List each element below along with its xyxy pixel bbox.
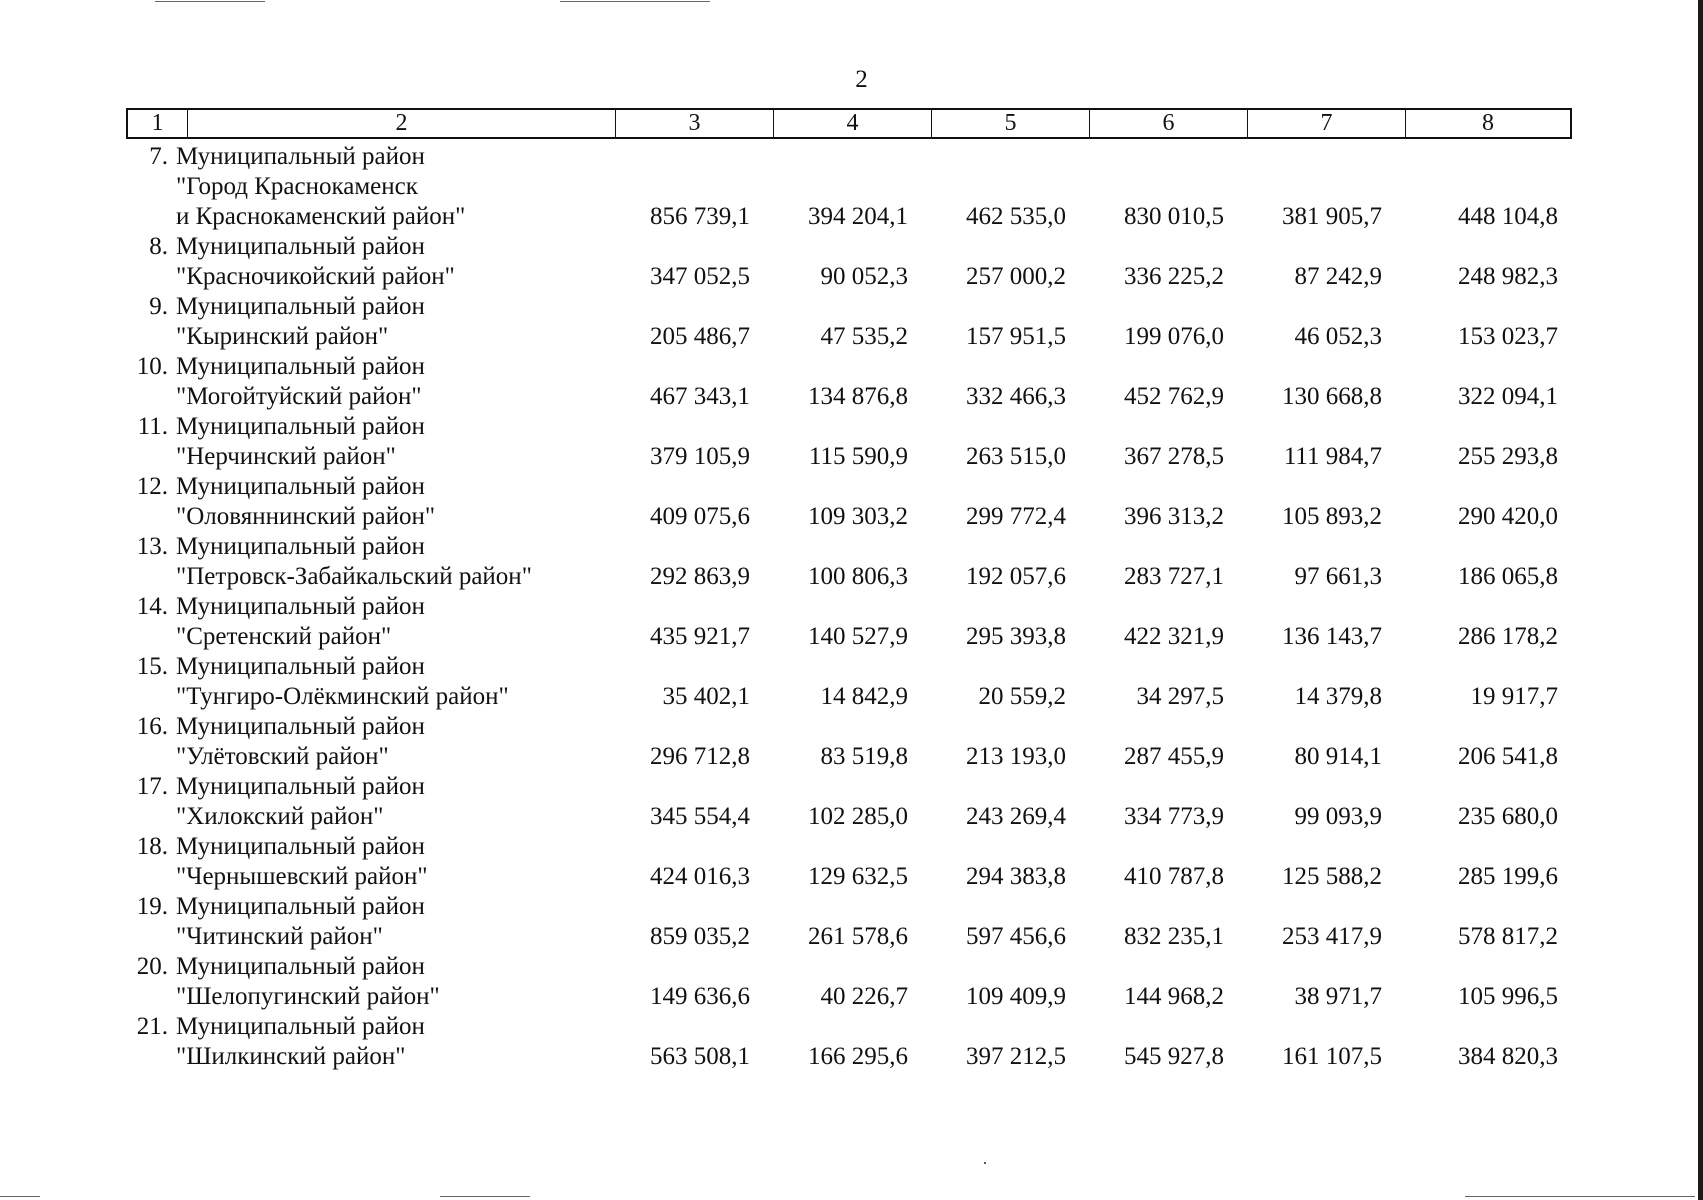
- value-cell-col-4: 129 632,5: [808, 863, 908, 890]
- row-number: 8.: [149, 233, 168, 260]
- district-name-line: Муниципальный район: [176, 143, 425, 170]
- value-cell-col-3: 345 554,4: [650, 803, 750, 830]
- table-row: [126, 892, 1572, 952]
- value-cell-col-8: 448 104,8: [1458, 203, 1558, 230]
- table-row: [126, 952, 1572, 1012]
- value-cell-col-4: 90 052,3: [820, 263, 908, 290]
- district-name: [168, 772, 598, 832]
- value-cell-col-5: 597 456,6: [966, 923, 1066, 950]
- value-cell-col-8: 285 199,6: [1458, 863, 1558, 890]
- table-row: [126, 412, 1572, 472]
- value-cell-col-6: 452 762,9: [1124, 383, 1224, 410]
- row-number: 16.: [136, 713, 168, 740]
- value-cell-col-8: 235 680,0: [1458, 803, 1558, 830]
- column-header: 2: [188, 110, 616, 137]
- district-name: [168, 532, 598, 592]
- district-name-line: Муниципальный район: [176, 293, 425, 320]
- value-cell-col-5: 213 193,0: [966, 743, 1066, 770]
- district-name-line: "Сретенский район": [176, 623, 392, 650]
- value-cell-col-8: 153 023,7: [1458, 323, 1558, 350]
- district-name-line: Муниципальный район: [176, 953, 425, 980]
- district-name-line: Муниципальный район: [176, 713, 425, 740]
- value-cell-col-6: 410 787,8: [1124, 863, 1224, 890]
- value-cell-col-3: 563 508,1: [650, 1043, 750, 1070]
- value-cell-col-5: 20 559,2: [978, 683, 1066, 710]
- value-cell-col-8: 248 982,3: [1458, 263, 1558, 290]
- row-number: 17.: [136, 773, 168, 800]
- value-cell-col-4: 134 876,8: [808, 383, 908, 410]
- district-name-line: "Петровск-Забайкальский район": [176, 563, 532, 590]
- value-cell-col-6: 334 773,9: [1124, 803, 1224, 830]
- district-name-line: "Шилкинский район": [176, 1043, 406, 1070]
- value-cell-col-7: 99 093,9: [1294, 803, 1382, 830]
- value-cell-col-4: 14 842,9: [820, 683, 908, 710]
- value-cell-col-7: 105 893,2: [1282, 503, 1382, 530]
- value-cell-col-7: 253 417,9: [1282, 923, 1382, 950]
- scan-speck: [984, 1162, 986, 1164]
- district-name: [168, 592, 598, 652]
- district-name-line: Муниципальный район: [176, 413, 425, 440]
- value-cell-col-8: 206 541,8: [1458, 743, 1558, 770]
- value-cell-col-7: 111 984,7: [1283, 443, 1382, 470]
- value-cell-col-3: 296 712,8: [650, 743, 750, 770]
- column-header: 4: [774, 110, 932, 137]
- district-name: [168, 292, 598, 352]
- value-cell-col-8: 186 065,8: [1458, 563, 1558, 590]
- value-cell-col-3: 859 035,2: [650, 923, 750, 950]
- value-cell-col-8: 578 817,2: [1458, 923, 1558, 950]
- value-cell-col-5: 295 393,8: [966, 623, 1066, 650]
- value-cell-col-7: 136 143,7: [1282, 623, 1382, 650]
- value-cell-col-3: 347 052,5: [650, 263, 750, 290]
- table-row: [126, 1012, 1572, 1072]
- district-name: [168, 352, 598, 412]
- column-header: 3: [616, 110, 774, 137]
- value-cell-col-5: 109 409,9: [966, 983, 1066, 1010]
- value-cell-col-7: 87 242,9: [1294, 263, 1382, 290]
- column-header: 6: [1090, 110, 1248, 137]
- value-cell-col-6: 832 235,1: [1124, 923, 1224, 950]
- value-cell-col-4: 100 806,3: [808, 563, 908, 590]
- value-cell-col-5: 299 772,4: [966, 503, 1066, 530]
- district-name: [168, 142, 598, 232]
- value-cell-col-7: 46 052,3: [1294, 323, 1382, 350]
- value-cell-col-4: 40 226,7: [820, 983, 908, 1010]
- table-body: [126, 142, 1572, 1072]
- table-row: [126, 832, 1572, 892]
- table-row: [126, 652, 1572, 712]
- district-name: [168, 472, 598, 532]
- district-name-line: Муниципальный район: [176, 893, 425, 920]
- district-name-line: Муниципальный район: [176, 353, 425, 380]
- row-number: 10.: [136, 353, 168, 380]
- scan-mark-bottom-center: [440, 1196, 530, 1197]
- value-cell-col-6: 199 076,0: [1124, 323, 1224, 350]
- district-name-line: Муниципальный район: [176, 593, 425, 620]
- value-cell-col-6: 144 968,2: [1124, 983, 1224, 1010]
- value-cell-col-5: 192 057,6: [966, 563, 1066, 590]
- district-name-line: Муниципальный район: [176, 833, 425, 860]
- value-cell-col-5: 332 466,3: [966, 383, 1066, 410]
- value-cell-col-3: 292 863,9: [650, 563, 750, 590]
- district-name-line: "Шелопугинский район": [176, 983, 440, 1010]
- column-header: 1: [128, 110, 188, 137]
- scan-mark-top-center: [560, 1, 710, 2]
- row-number: 14.: [136, 593, 168, 620]
- value-cell-col-6: 396 313,2: [1124, 503, 1224, 530]
- district-name-line: "Оловяннинский район": [176, 503, 436, 530]
- value-cell-col-4: 140 527,9: [808, 623, 908, 650]
- row-number: 20.: [136, 953, 168, 980]
- value-cell-col-5: 263 515,0: [966, 443, 1066, 470]
- row-number: 13.: [136, 533, 168, 560]
- value-cell-col-7: 14 379,8: [1294, 683, 1382, 710]
- column-header: 8: [1482, 110, 1494, 136]
- district-name: [168, 712, 598, 772]
- scan-page-edge: [1698, 0, 1703, 1200]
- value-cell-col-8: 322 094,1: [1458, 383, 1558, 410]
- district-name: [168, 832, 598, 892]
- table-row: [126, 352, 1572, 412]
- value-cell-col-5: 397 212,5: [966, 1043, 1066, 1070]
- value-cell-col-4: 102 285,0: [808, 803, 908, 830]
- value-cell-col-7: 97 661,3: [1294, 563, 1382, 590]
- table-row: [126, 472, 1572, 532]
- district-name-line: "Нерчинский район": [176, 443, 396, 470]
- table-row: [126, 532, 1572, 592]
- district-name-line: "Могойтуйский район": [176, 383, 422, 410]
- district-name: [168, 952, 598, 1012]
- value-cell-col-6: 545 927,8: [1124, 1043, 1224, 1070]
- value-cell-col-7: 381 905,7: [1282, 203, 1382, 230]
- row-number: 12.: [136, 473, 168, 500]
- district-name-line: "Кыринский район": [176, 323, 389, 350]
- table-row: [126, 292, 1572, 352]
- value-cell-col-4: 115 590,9: [808, 443, 908, 470]
- district-name-line: Муниципальный район: [176, 773, 425, 800]
- value-cell-col-3: 149 636,6: [650, 983, 750, 1010]
- value-cell-col-7: 161 107,5: [1282, 1043, 1382, 1070]
- value-cell-col-6: 830 010,5: [1124, 203, 1224, 230]
- table-row: [126, 592, 1572, 652]
- value-cell-col-8: 286 178,2: [1458, 623, 1558, 650]
- district-name-line: Муниципальный район: [176, 473, 425, 500]
- district-name-line: Муниципальный район: [176, 533, 425, 560]
- district-name: [168, 232, 598, 292]
- value-cell-col-3: 35 402,1: [662, 683, 750, 710]
- district-name: [168, 652, 598, 712]
- value-cell-col-6: 34 297,5: [1136, 683, 1224, 710]
- row-number: 18.: [136, 833, 168, 860]
- row-number: 15.: [136, 653, 168, 680]
- district-name-line: Муниципальный район: [176, 1013, 425, 1040]
- value-cell-col-5: 462 535,0: [966, 203, 1066, 230]
- district-name-line: "Красночикойский район": [176, 263, 455, 290]
- value-cell-col-7: 38 971,7: [1294, 983, 1382, 1010]
- value-cell-col-5: 294 383,8: [966, 863, 1066, 890]
- row-number: 21.: [136, 1013, 168, 1040]
- value-cell-col-4: 394 204,1: [808, 203, 908, 230]
- value-cell-col-8: 19 917,7: [1470, 683, 1558, 710]
- value-cell-col-6: 367 278,5: [1124, 443, 1224, 470]
- value-cell-col-8: 290 420,0: [1458, 503, 1558, 530]
- value-cell-col-4: 83 519,8: [820, 743, 908, 770]
- district-name-line: "Чернышевский район": [176, 863, 428, 890]
- district-name-line: Муниципальный район: [176, 233, 425, 260]
- value-cell-col-6: 283 727,1: [1124, 563, 1224, 590]
- value-cell-col-6: 287 455,9: [1124, 743, 1224, 770]
- value-cell-col-4: 261 578,6: [808, 923, 908, 950]
- value-cell-col-6: 336 225,2: [1124, 263, 1224, 290]
- district-name-line: "Читинский район": [176, 923, 383, 950]
- value-cell-col-5: 243 269,4: [966, 803, 1066, 830]
- value-cell-col-4: 47 535,2: [820, 323, 908, 350]
- column-header: 7: [1248, 110, 1406, 137]
- table-row: [126, 772, 1572, 832]
- value-cell-col-3: 409 075,6: [650, 503, 750, 530]
- value-cell-col-5: 157 951,5: [966, 323, 1066, 350]
- value-cell-col-7: 125 588,2: [1282, 863, 1382, 890]
- value-cell-col-4: 109 303,2: [808, 503, 908, 530]
- scan-mark-top-left: [155, 1, 265, 2]
- value-cell-col-3: 205 486,7: [650, 323, 750, 350]
- value-cell-col-3: 379 105,9: [650, 443, 750, 470]
- column-header: 5: [932, 110, 1090, 137]
- scan-mark-bottom-left: [0, 1196, 40, 1197]
- value-cell-col-5: 257 000,2: [966, 263, 1066, 290]
- row-number: 19.: [136, 893, 168, 920]
- district-name-line: "Хилокский район": [176, 803, 384, 830]
- page-number: 2: [855, 66, 868, 93]
- row-number: 7.: [149, 143, 168, 170]
- table-row: [126, 142, 1572, 232]
- table-row: [126, 232, 1572, 292]
- district-name-line: и Краснокаменский район": [176, 203, 466, 230]
- value-cell-col-6: 422 321,9: [1124, 623, 1224, 650]
- value-cell-col-8: 255 293,8: [1458, 443, 1558, 470]
- value-cell-col-8: 384 820,3: [1458, 1043, 1558, 1070]
- value-cell-col-3: 856 739,1: [650, 203, 750, 230]
- table-row: [126, 712, 1572, 772]
- column-header-row: [126, 108, 1572, 139]
- value-cell-col-7: 80 914,1: [1294, 743, 1382, 770]
- value-cell-col-8: 105 996,5: [1458, 983, 1558, 1010]
- value-cell-col-7: 130 668,8: [1282, 383, 1382, 410]
- district-name: [168, 892, 598, 952]
- value-cell-col-3: 424 016,3: [650, 863, 750, 890]
- value-cell-col-3: 435 921,7: [650, 623, 750, 650]
- district-name-line: "Улётовский район": [176, 743, 389, 770]
- scan-mark-bottom-right: [1465, 1196, 1695, 1197]
- district-name-line: "Тунгиро-Олёкминский район": [176, 683, 509, 710]
- value-cell-col-3: 467 343,1: [650, 383, 750, 410]
- row-number: 9.: [149, 293, 168, 320]
- district-name-line: "Город Краснокаменск: [176, 173, 418, 200]
- district-name-line: Муниципальный район: [176, 653, 425, 680]
- row-number: 11.: [137, 413, 168, 440]
- value-cell-col-4: 166 295,6: [808, 1043, 908, 1070]
- district-name: [168, 1012, 598, 1072]
- district-name: [168, 412, 598, 472]
